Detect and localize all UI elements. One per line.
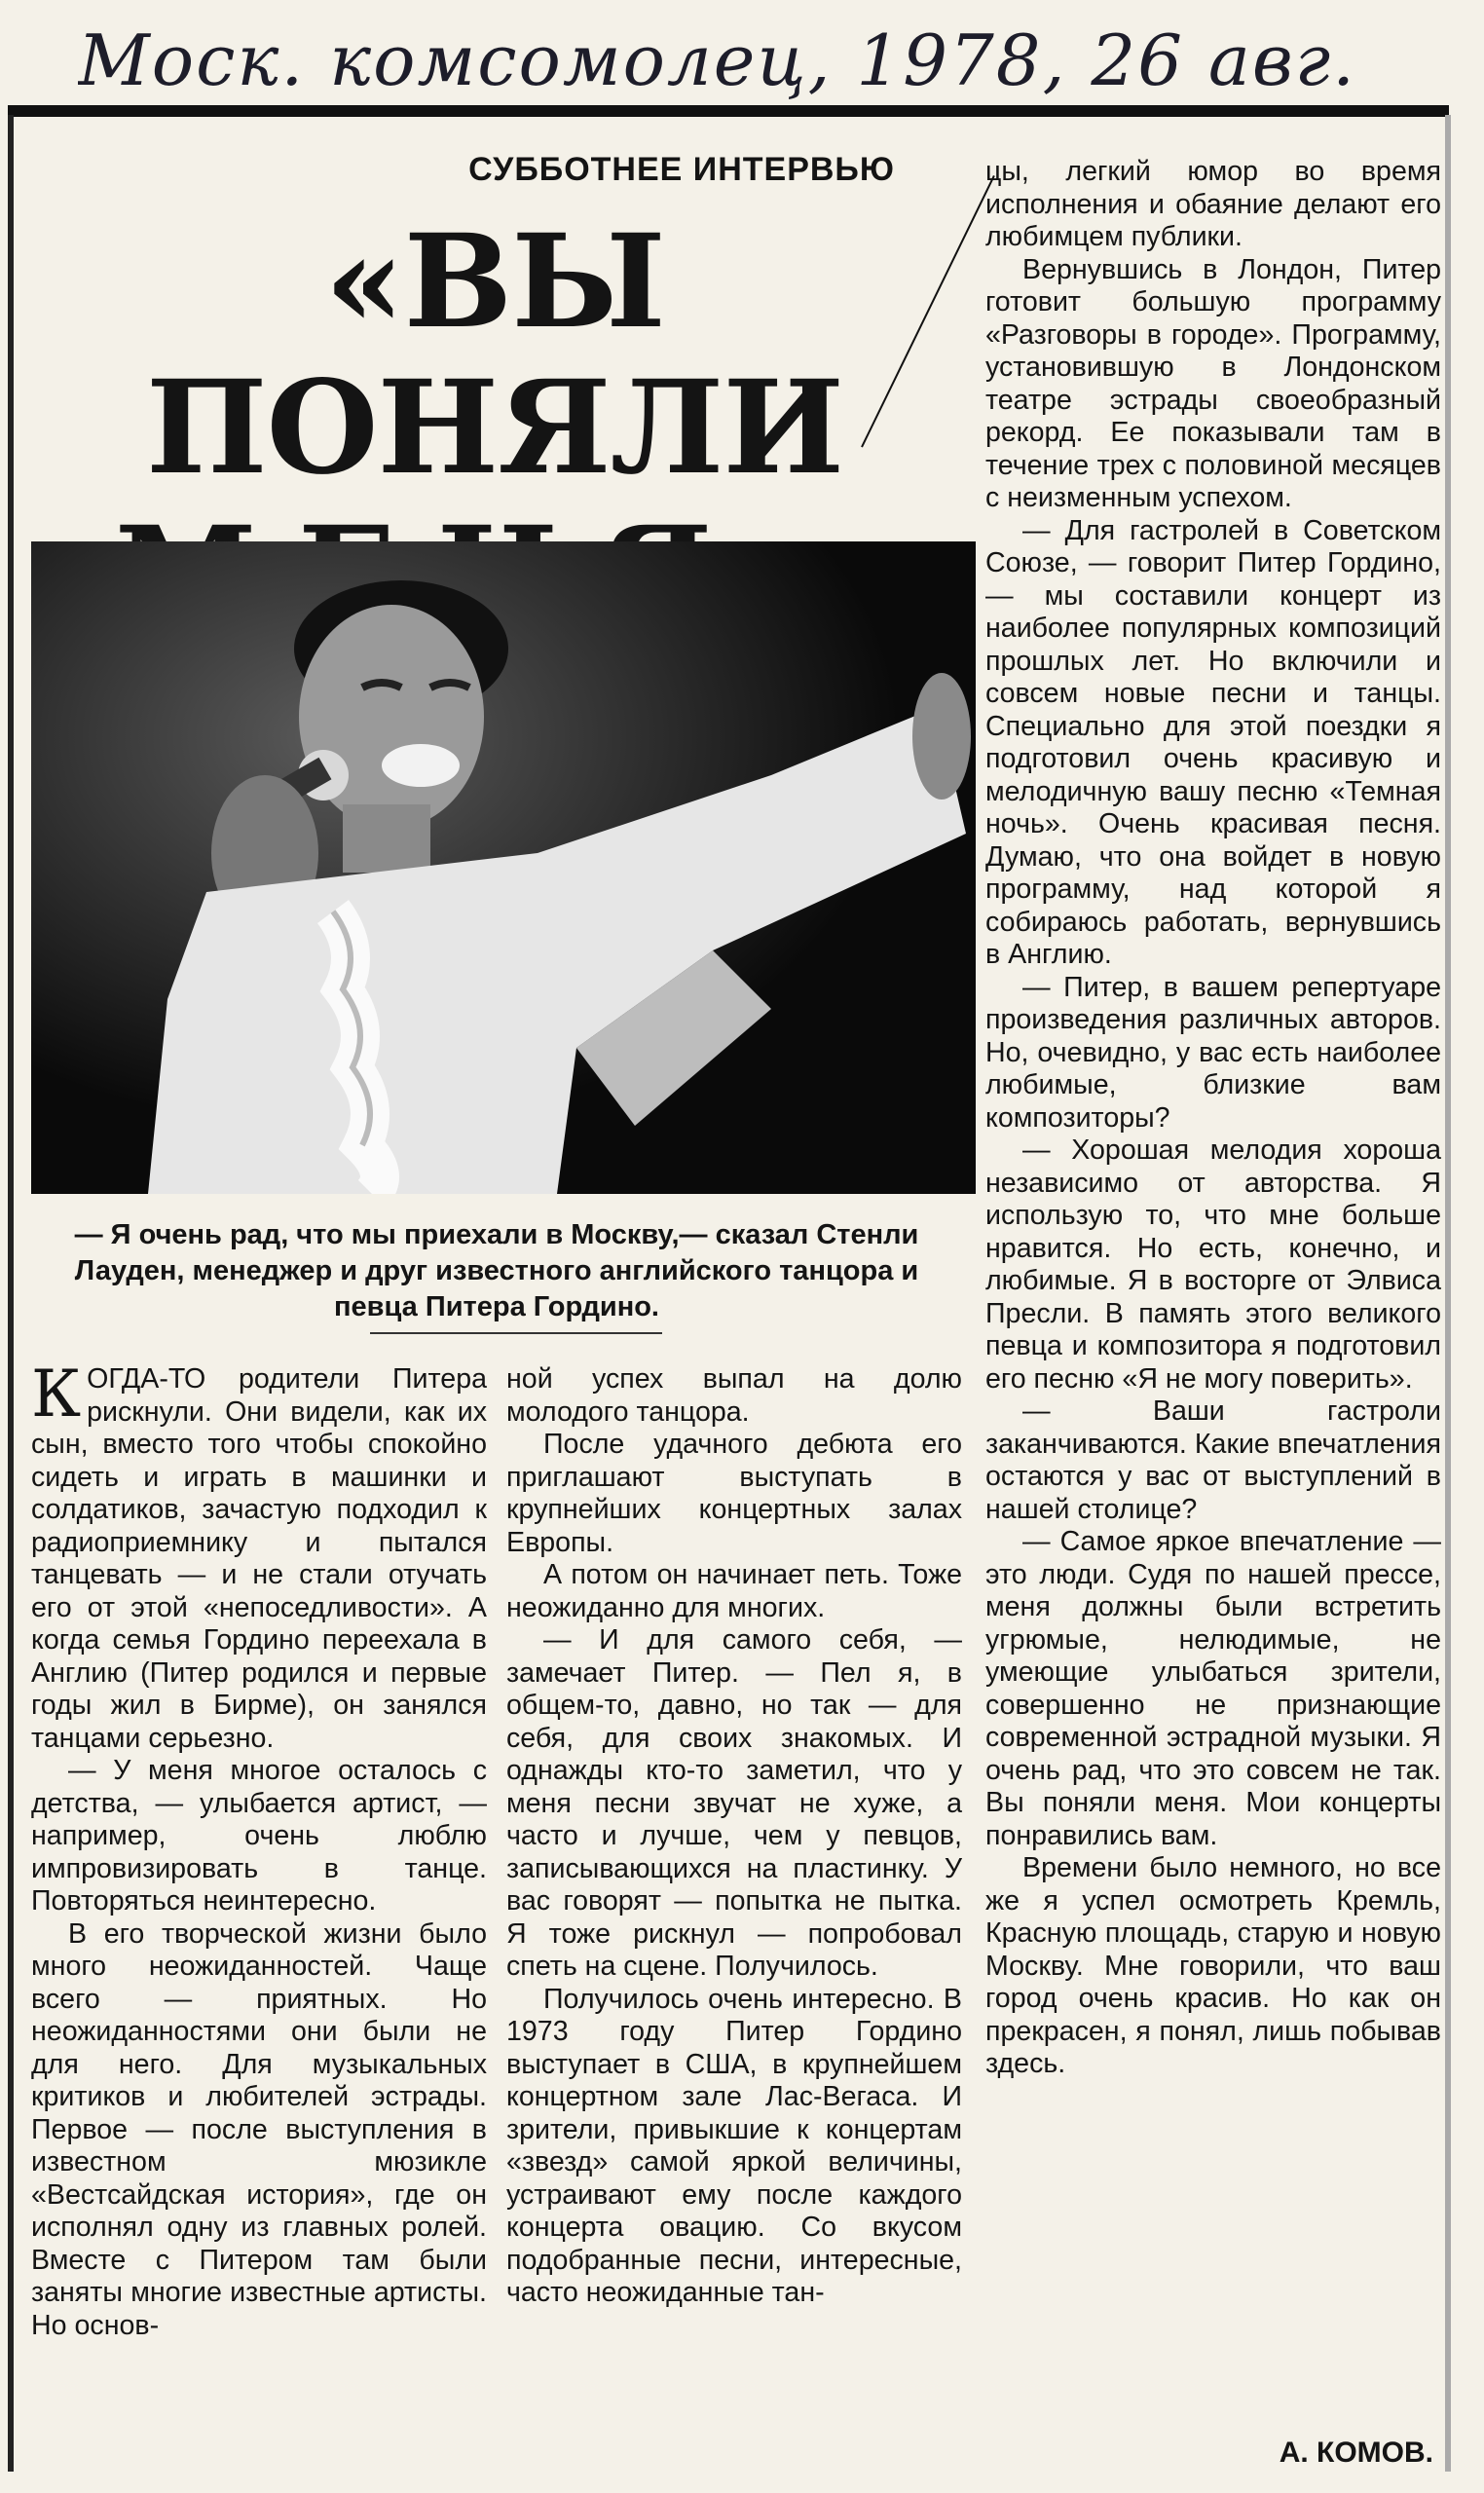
headline-line-1: «ВЫ ПОНЯЛИ <box>145 206 844 503</box>
paragraph: ной успех выпал на долю молодого танцора. <box>506 1363 962 1428</box>
paragraph: — У меня многое осталось с детства, — улыбается артист, — например, очень люблю импровизировать в танце. Повторяться неинтересно. <box>31 1755 487 1916</box>
paragraph-text: ОГДА-ТО родители Питера рискнули. Они видели, как их сын, вместо того чтобы спокойно сидеть и играть в машинки и солдатиков, зачастую подходил к радиоприемнику и пытался танцевать — и не стали отучать его от этой «непоседливости». А когда семья Гордино переехала в Англию (Питер родился и первые годы жил в Бирме), он занялся танцами серьезно. <box>31 1363 487 1754</box>
paragraph: Получилось очень интересно. В 1973 году Питер Гордино выступает в США, в крупнейшем концертном зале Лас-Вегаса. И зрители, привыкшие к концертам «звезд» самой яркой величины, устраивают ему после каждого концерта овацию. Со вкусом подобранные песни, интересные, часто неожиданные тан- <box>506 1983 962 2308</box>
paragraph: После удачного дебюта его приглашают выступать в крупнейших концертных залах Европы. <box>506 1429 962 1558</box>
drop-cap: К <box>31 1357 82 1432</box>
paragraph: цы, легкий юмор во время исполнения и обаяние делают его любимцем публики. <box>985 156 1441 252</box>
left-border <box>8 115 14 2472</box>
paragraph: — Питер, в вашем репертуаре произведения различных авторов. Но, очевидно, у вас есть наиболее любимые, близкие вам композиторы? <box>985 971 1441 1134</box>
paragraph: Времени было немного, но все же я успел осмотреть Кремль, Красную площадь, старую и новую Москву. Мне говорили, что ваш город очень красив. Но как он прекрасен, я понял, лишь побывав здесь. <box>985 1852 1441 2079</box>
caption-underline <box>370 1332 662 1334</box>
top-rule <box>8 105 1449 117</box>
handwritten-source-note: Моск. комсомолец, 1978, 26 авг. <box>78 19 1356 101</box>
text-column-2 <box>506 1363 962 2310</box>
rubric: СУББОТНЕЕ ИНТЕРВЬЮ <box>468 151 895 188</box>
text-column-1 <box>31 1357 487 2342</box>
text-column-3 <box>985 156 1441 2081</box>
paragraph: Вернувшись в Лондон, Питер готовит большую программу «Разговоры в городе». Программу, установившую в Лондонском театре эстрады своеобразный рекорд. Ее показывали там в течение трех с половиной месяцев с неизменным успехом. <box>985 253 1441 513</box>
paragraph: — Ваши гастроли заканчиваются. Какие впечатления остаются у вас от выступлений в нашей столице? <box>985 1395 1441 1525</box>
right-border <box>1445 115 1451 2472</box>
headline <box>27 206 962 521</box>
paragraph: В его творческой жизни было много неожиданностей. Чаще всего — приятных. Но неожиданностями они были не для него. Для музыкальных критиков и любителей эстрады. Первое — после выступления в известном мюзикле «Вестсайдская история», где он исполнял одну из главных ролей. Вместе с Питером там были заняты многие известные артисты. Но основ- <box>31 1917 487 2341</box>
paragraph: — И для самого себя, — замечает Питер. — Пел я, в общем-то, давно, но так — для себя, для своих знакомых. И однажды кто-то заметил, что у меня песни звучат не хуже, а часто и лучше, чем у певцов, записывающихся на пластинку. У вас говорят — попытка не пытка. Я тоже рискнул — попробовал спеть на сцене. Получилось. <box>506 1624 962 1982</box>
paragraph: — Самое яркое впечатление — это люди. Судя по нашей прессе, меня должны были встретить угрюмые, нелюдимые, не умеющие улыбаться зрители, совершенно не признающие современной эстрадной музыки. Я очень рад, что это совсем не так. Вы поняли меня. Мои концерты понравились вам. <box>985 1526 1441 1851</box>
paragraph <box>31 1357 487 1755</box>
paragraph: — Хорошая мелодия хороша независимо от авторства. Я использую то, что мне больше нравится. Но есть, конечно, и любимые. Я в восторге от Элвиса Пресли. В память этого великого певца и композитора я подготовил его песню «Я не могу поверить». <box>985 1135 1441 1395</box>
singer-photo <box>31 541 976 1194</box>
paragraph: А потом он начинает петь. Тоже неожиданно для многих. <box>506 1559 962 1623</box>
photo-caption: — Я очень рад, что мы приехали в Москву,— сказал Стенли Лауден, менеджер и друг известного английского танцора и певца Питера Гордино. <box>74 1219 919 1322</box>
author-signature: А. КОМОВ. <box>1279 2437 1433 2469</box>
paragraph: — Для гастролей в Советском Союзе, — говорит Питер Гордино, — мы составили концерт из наиболее популярных композиций прошлых лет. Но включили и совсем новые песни и танцы. Специально для этой поездки я подготовил очень красивую и мелодичную вашу песню «Темная ночь». Очень красивая песня. Думаю, что она войдет в новую программу, над которой я собираюсь работать, вернувшись в Англию. <box>985 514 1441 970</box>
